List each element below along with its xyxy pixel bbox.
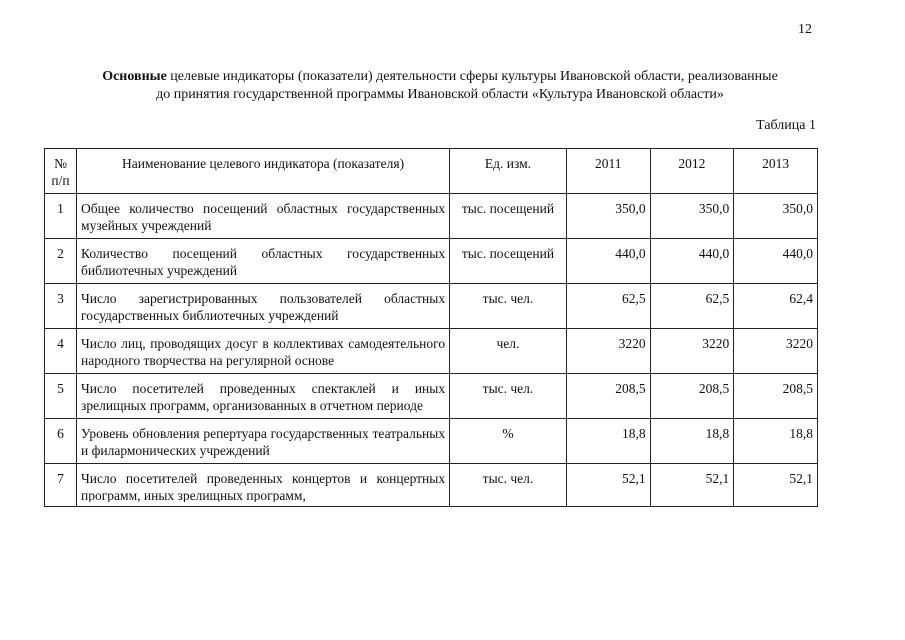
row-name: Число лиц, проводящих досуг в коллективах самодеятельного народного творчества на регулярной основе bbox=[77, 329, 450, 374]
row-value-2011: 52,1 bbox=[566, 464, 650, 507]
table-row bbox=[45, 464, 818, 507]
row-name bbox=[77, 464, 450, 507]
table-row bbox=[45, 329, 818, 374]
row-name-text: Число посетителей проведенных концертов и концертных программ, иных зрелищных программ, bbox=[81, 471, 446, 502]
page-number: 12 bbox=[798, 22, 812, 37]
row-name: Количество посещений областных государственных библиотечных учреждений bbox=[77, 239, 450, 284]
row-num: 6 bbox=[45, 419, 77, 464]
table-row bbox=[45, 194, 818, 239]
header-num: № п/п bbox=[45, 149, 77, 194]
row-unit: тыс. посещений bbox=[450, 239, 567, 284]
row-value-2012: 350,0 bbox=[650, 194, 734, 239]
row-unit: тыс. чел. bbox=[450, 284, 567, 329]
row-value-2011: 440,0 bbox=[566, 239, 650, 284]
table-row bbox=[45, 284, 818, 329]
row-name: Общее количество посещений областных государственных музейных учреждений bbox=[77, 194, 450, 239]
row-unit: % bbox=[450, 419, 567, 464]
row-value-2011: 62,5 bbox=[566, 284, 650, 329]
title-line-1 bbox=[40, 68, 840, 86]
table-row bbox=[45, 239, 818, 284]
row-num: 4 bbox=[45, 329, 77, 374]
row-unit: тыс. чел. bbox=[450, 464, 567, 507]
row-value-2013: 208,5 bbox=[734, 374, 818, 419]
title-line-2: до принятия государственной программы Ивановской области «Культура Ивановской области» bbox=[156, 87, 724, 102]
row-value-2012: 62,5 bbox=[650, 284, 734, 329]
header-2012: 2012 bbox=[650, 149, 734, 194]
row-value-2013: 62,4 bbox=[734, 284, 818, 329]
row-value-2013: 350,0 bbox=[734, 194, 818, 239]
row-value-2013: 52,1 bbox=[734, 464, 818, 507]
document-title bbox=[40, 68, 840, 104]
row-num: 2 bbox=[45, 239, 77, 284]
title-line1-text: целевые индикаторы (показатели) деятельности сферы культуры Ивановской области, bbox=[166, 69, 688, 84]
table-row bbox=[45, 419, 818, 464]
row-name: Число зарегистрированных пользователей областных государственных библиотечных учреждений bbox=[77, 284, 450, 329]
table-row bbox=[45, 374, 818, 419]
row-value-2011: 208,5 bbox=[566, 374, 650, 419]
row-value-2011: 350,0 bbox=[566, 194, 650, 239]
header-2013: 2013 bbox=[734, 149, 818, 194]
row-num: 3 bbox=[45, 284, 77, 329]
row-value-2012: 440,0 bbox=[650, 239, 734, 284]
row-unit: тыс. чел. bbox=[450, 374, 567, 419]
table-header-row bbox=[45, 149, 818, 194]
title-bold-start: Основные bbox=[102, 69, 167, 84]
table-label: Таблица 1 bbox=[756, 118, 816, 133]
row-unit: тыс. посещений bbox=[450, 194, 567, 239]
row-value-2013: 18,8 bbox=[734, 419, 818, 464]
row-value-2011: 3220 bbox=[566, 329, 650, 374]
row-value-2012: 208,5 bbox=[650, 374, 734, 419]
row-num: 1 bbox=[45, 194, 77, 239]
row-unit: чел. bbox=[450, 329, 567, 374]
row-value-2012: 18,8 bbox=[650, 419, 734, 464]
row-name: Уровень обновления репертуара государственных театральных и филармонических учреждений bbox=[77, 419, 450, 464]
row-value-2013: 440,0 bbox=[734, 239, 818, 284]
title-line1-end: реализованные bbox=[687, 69, 778, 84]
row-num: 7 bbox=[45, 464, 77, 507]
row-value-2012: 52,1 bbox=[650, 464, 734, 507]
indicators-table bbox=[44, 148, 818, 507]
header-2011: 2011 bbox=[566, 149, 650, 194]
row-num: 5 bbox=[45, 374, 77, 419]
row-value-2013: 3220 bbox=[734, 329, 818, 374]
row-value-2012: 3220 bbox=[650, 329, 734, 374]
row-value-2011: 18,8 bbox=[566, 419, 650, 464]
row-name: Число посетителей проведенных спектаклей и иных зрелищных программ, организованных в отчетном периоде bbox=[77, 374, 450, 419]
header-name: Наименование целевого индикатора (показателя) bbox=[77, 149, 450, 194]
header-unit: Ед. изм. bbox=[450, 149, 567, 194]
